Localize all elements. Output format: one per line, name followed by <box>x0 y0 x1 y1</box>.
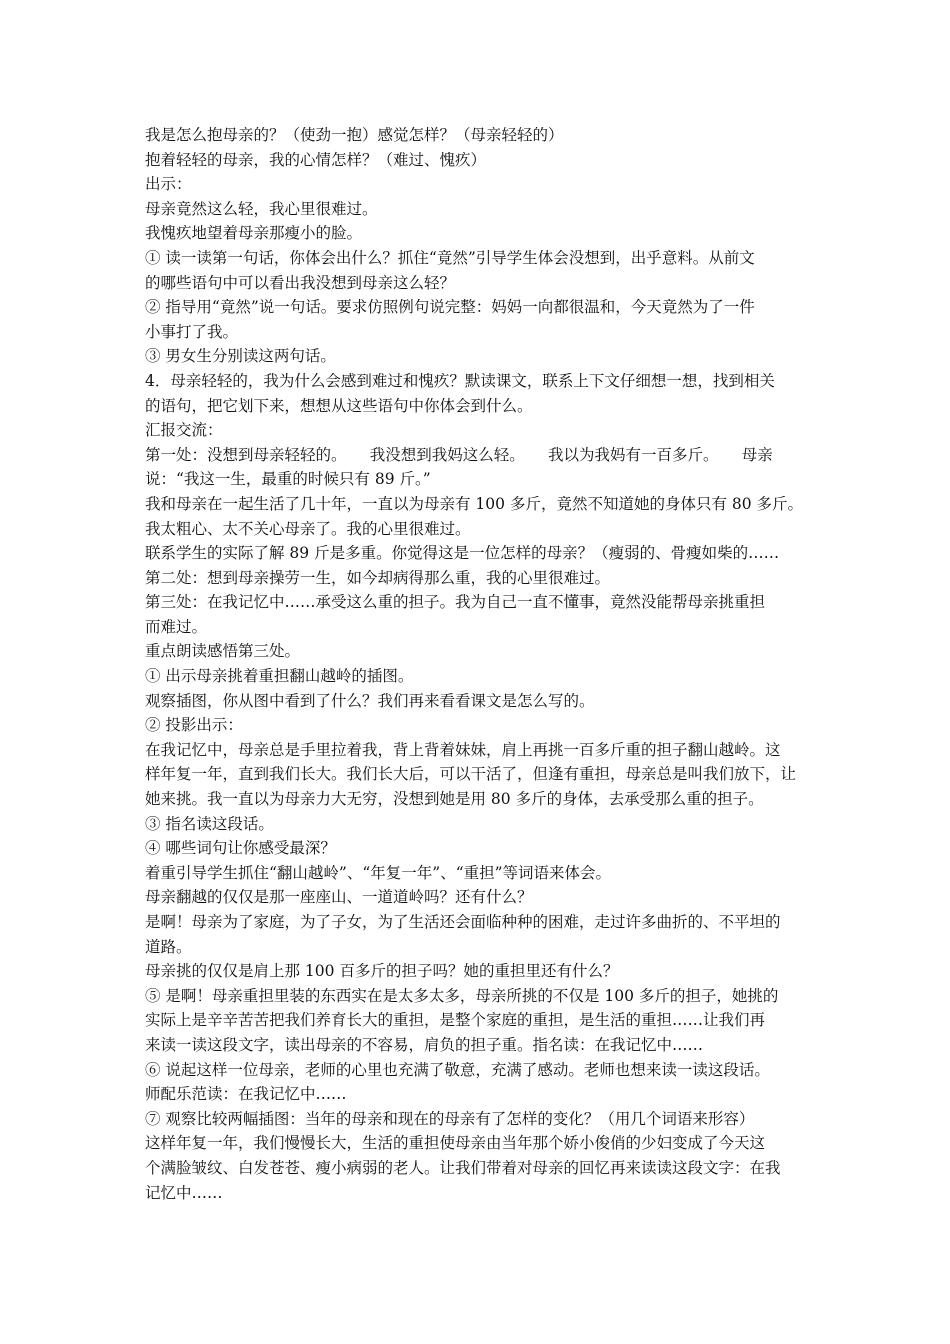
text-line: 我愧疚地望着母亲那瘦小的脸。 <box>145 224 363 243</box>
text-line: ③ 男女生分别读这两句话。 <box>145 347 336 366</box>
text-line: ③ 指名读这段话。 <box>145 814 274 833</box>
text-line: 母亲竟然这么轻，我心里很难过。 <box>145 199 378 218</box>
text-line: ④ 哪些词句让你感受最深？ <box>145 839 336 858</box>
text-line: 联系学生的实际了解 89 斤是多重。你觉得这是一位怎样的母亲？（瘦弱的、骨瘦如柴的…… <box>145 544 780 563</box>
text-line: 4．母亲轻轻的，我为什么会感到难过和愧疚？默读课文，联系上下文仔细想一想，找到相关 <box>145 371 775 390</box>
text-line: 来读一读这段文字，读出母亲的不容易，肩负的担子重。指名读：在我记忆中…… <box>145 1035 704 1054</box>
text-line: 小事打了我。 <box>145 322 239 341</box>
text-line: 她来挑。我一直以为母亲力大无穷，没想到她是用 80 多斤的身体，去承受那么重的担子。 <box>145 790 764 809</box>
text-line: 抱着轻轻的母亲，我的心情怎样？（难过、愧疚） <box>145 150 487 169</box>
text-line: 的语句，把它划下来，想想从这些语句中你体会到什么。 <box>145 396 533 415</box>
text-line: 的哪些语句中可以看出我没想到母亲这么轻？ <box>145 273 456 292</box>
text-line: 母亲挑的仅仅是肩上那 100 百多斤的担子吗？她的重担里还有什么？ <box>145 962 619 981</box>
text-line: 汇报交流： <box>145 421 223 440</box>
text-line: 道路。 <box>145 937 192 956</box>
text-line: ① 读一读第一句话，你体会出什么？抓住“竟然”引导学生体会没想到，出乎意料。从前文 <box>145 248 755 267</box>
text-line: 样年复一年，直到我们长大。我们长大后，可以干活了，但逢有重担，母亲总是叫我们放下，让 <box>145 765 797 784</box>
text-line: ⑤ 是啊！母亲重担里装的东西实在是太多太多，母亲所挑的不仅是 100 多斤的担子，她挑的 <box>145 986 779 1005</box>
text-line: 记忆中…… <box>145 1183 223 1202</box>
text-line: ① 出示母亲挑着重担翻山越岭的插图。 <box>145 667 414 686</box>
text-line: 在我记忆中，母亲总是手里拉着我，背上背着妹妹，肩上再挑一百多斤重的担子翻山越岭。这 <box>145 740 781 759</box>
text-line: 这样年复一年，我们慢慢长大，生活的重担使母亲由当年那个娇小俊俏的少妇变成了今天这 <box>145 1134 766 1153</box>
text-line: 重点朗读感悟第三处。 <box>145 642 301 661</box>
text-line: ② 投影出示： <box>145 716 243 735</box>
text-line: 而难过。 <box>145 617 208 636</box>
text-line: 实际上是辛辛苦苦把我们养育长大的重担，是整个家庭的重担，是生活的重担……让我们再 <box>145 1011 766 1030</box>
text-line: 第三处：在我记忆中……承受这么重的担子。我为自己一直不懂事，竟然没能帮母亲挑重担 <box>145 593 766 612</box>
text-line: 是啊！母亲为了家庭，为了子女，为了生活还会面临种种的困难，走过许多曲折的、不平坦的 <box>145 913 781 931</box>
text-line: ⑥ 说起这样一位母亲，老师的心里也充满了敬意，充满了感动。老师也想来读一读这段话。 <box>145 1060 770 1079</box>
document-body <box>145 123 817 1205</box>
text-line: 师配乐范读：在我记忆中…… <box>145 1085 347 1104</box>
text-line: 说：“我这一生，最重的时候只有 89 斤。” <box>145 470 431 489</box>
text-line: 我和母亲在一起生活了几十年，一直以为母亲有 100 多斤，竟然不知道她的身体只有 80 多斤。 <box>145 494 804 513</box>
text-line: ② 指导用“竟然”说一句话。要求仿照例句说完整：妈妈一向都很温和，今天竟然为了一件 <box>145 298 755 317</box>
text-line: 我是怎么抱母亲的？（使劲一抱）感觉怎样？（母亲轻轻的） <box>145 126 564 144</box>
text-line: 第二处：想到母亲操劳一生，如今却病得那么重，我的心里很难过。 <box>145 568 611 587</box>
text-line: 第一处：没想到母亲轻轻的。 我没想到我妈这么轻。 我以为我妈有一百多斤。 母亲 <box>145 445 773 464</box>
text-line: 母亲翻越的仅仅是那一座座山、一道道岭吗？还有什么？ <box>145 888 533 907</box>
text-line: 出示： <box>145 175 192 194</box>
text-line: 个满脸皱纹、白发苍苍、瘦小病弱的老人。让我们带着对母亲的回忆再来读读这段文字：在我 <box>145 1158 781 1177</box>
text-line: 着重引导学生抓住“翻山越岭”、“年复一年”、“重担”等词语来体会。 <box>145 863 612 882</box>
text-line: 观察插图，你从图中看到了什么？我们再来看看课文是怎么写的。 <box>145 691 595 710</box>
text-line: ⑦ 观察比较两幅插图：当年的母亲和现在的母亲有了怎样的变化？（用几个词语来形容） <box>145 1109 755 1128</box>
text-line: 我太粗心、太不关心母亲了。我的心里很难过。 <box>145 519 471 538</box>
